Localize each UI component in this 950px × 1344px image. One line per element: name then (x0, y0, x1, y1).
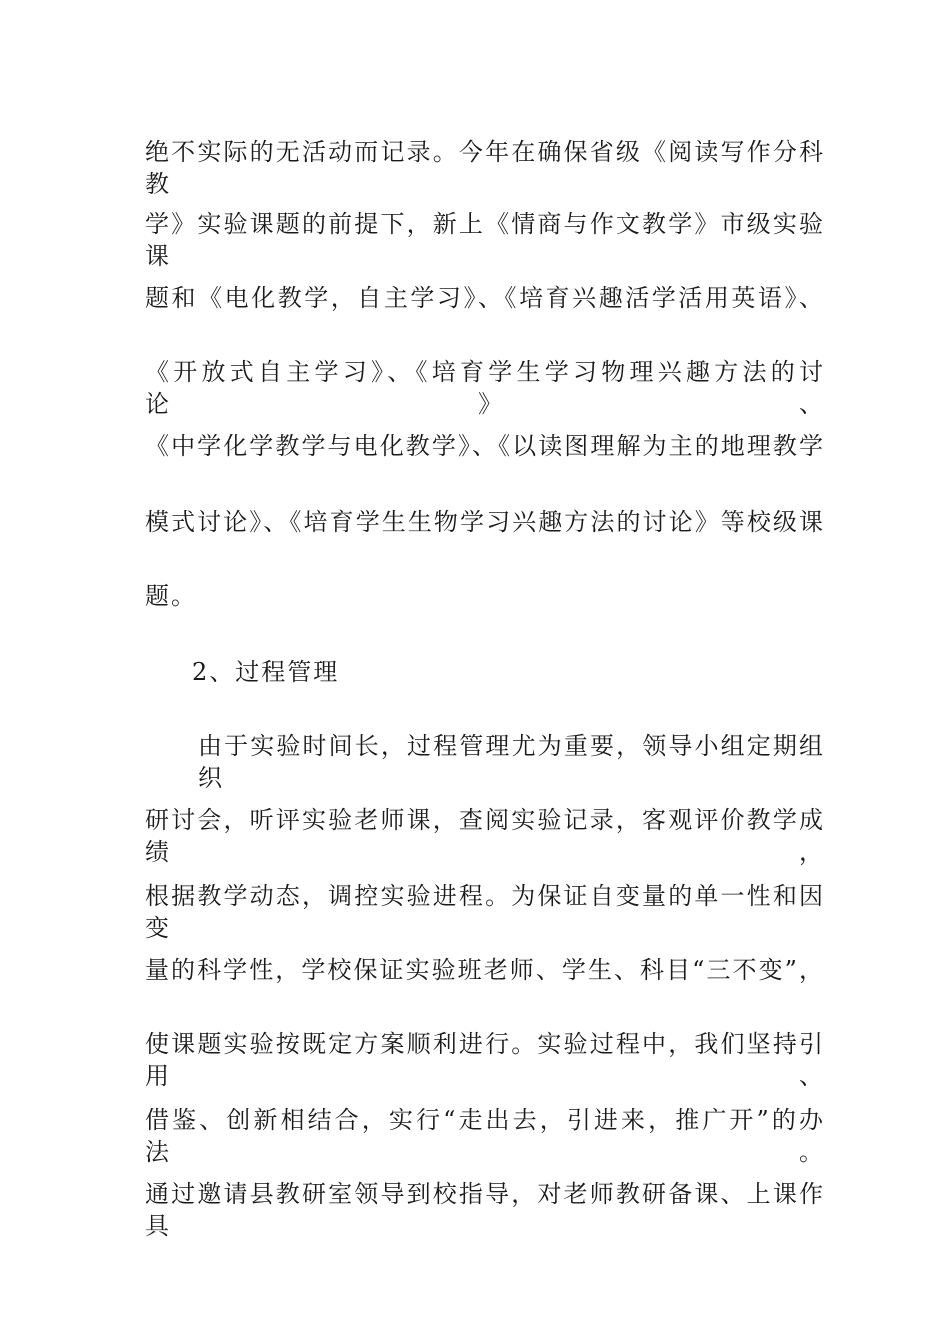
paragraph-line: 《中学化学教学与电化教学》、《以读图理解为主的地理教学 (145, 432, 825, 460)
paragraph-line: 学》实验课题的前提下，新上《情商与作文教学》市级实验课 (145, 210, 825, 270)
paragraph-line: 题和《电化教学，自主学习》、《培育兴趣活学活用英语》、 (145, 284, 825, 312)
paragraph-line: 由于实验时间长，过程管理尤为重要，领导小组定期组织 (198, 732, 825, 792)
paragraph-line: 通过邀请县教研室领导到校指导，对老师教研备课、上课作具 (145, 1180, 825, 1240)
paragraph-line: 量的科学性，学校保证实验班老师、学生、科目“三不变”， (145, 956, 825, 984)
paragraph-line: 《开放式自主学习》、《培育学生学习物理兴趣方法的讨论》、 (145, 358, 825, 418)
paragraph-line: 绝不实际的无活动而记录。今年在确保省级《阅读写作分科教 (145, 138, 825, 198)
section-heading: 2、过程管理 (192, 658, 340, 686)
paragraph-line: 模式讨论》、《培育学生生物学习兴趣方法的讨论》等校级课 (145, 508, 825, 536)
paragraph-line: 借鉴、创新相结合，实行“走出去，引进来，推广开”的办法。 (145, 1106, 825, 1166)
paragraph-line: 根据教学动态，调控实验进程。为保证自变量的单一性和因变 (145, 882, 825, 942)
paragraph-line: 题。 (145, 582, 197, 610)
paragraph-line: 使课题实验按既定方案顺利进行。实验过程中，我们坚持引用、 (145, 1030, 825, 1090)
paragraph-line: 研讨会，听评实验老师课，查阅实验记录，客观评价教学成绩， (145, 806, 825, 866)
